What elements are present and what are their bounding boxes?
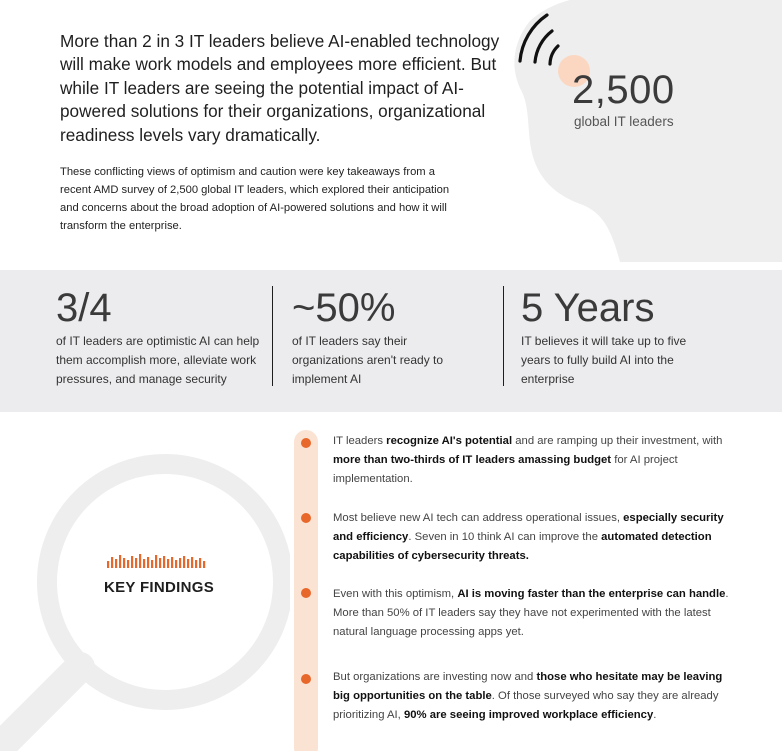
finding-item	[333, 509, 733, 566]
finding-text: But organizations are investing now and	[333, 671, 537, 683]
divider	[272, 286, 273, 386]
stat-value: ~50%	[292, 286, 396, 330]
stat-value: 3/4	[56, 286, 112, 330]
key-findings-title: KEY FINDINGS	[104, 579, 215, 596]
finding-text: .	[653, 709, 657, 721]
finding-text: and are ramping up their investment, with	[512, 435, 723, 447]
survey-size-caption: global IT leaders	[574, 114, 674, 129]
audio-bars-icon	[107, 554, 205, 568]
finding-highlight: automated detection capabilities of cybersecurity threats.	[333, 531, 712, 562]
divider	[503, 286, 504, 386]
survey-size-number: 2,500	[572, 68, 675, 112]
finding-highlight: 90% are seeing improved workplace efficiency	[403, 709, 654, 721]
finding-highlight: AI is moving faster than the enterprise can handle	[457, 588, 726, 600]
finding-text: IT leaders	[333, 435, 387, 447]
finding-item	[333, 585, 733, 642]
stat-timeline	[521, 284, 711, 389]
stat-value: 5 Years	[521, 286, 655, 330]
finding-text: . More than 50% of IT leaders say they have not experimented with the latest natural language processing apps yet.	[333, 588, 729, 638]
stat-description: of IT leaders say their organizations aren't ready to implement AI	[292, 334, 444, 386]
finding-highlight: those who hesitate may be leaving big opportunities on the table	[333, 671, 723, 702]
finding-highlight: especially security and efficiency	[333, 512, 724, 543]
finding-item	[333, 432, 733, 489]
finding-bullet	[301, 438, 311, 448]
intro-paragraph: These conflicting views of optimism and caution were key takeaways from a recent AMD survey of 2,500 global IT leaders, which explored their anticipation and concerns about the broad adoption of AI-powered solutions and how it will transform the enterprise.	[60, 166, 450, 232]
finding-text: Most believe new AI tech can address operational issues,	[333, 512, 624, 524]
finding-text: . Seven in 10 think AI can improve the	[408, 531, 602, 543]
finding-highlight: recognize AI's potential	[386, 435, 513, 447]
finding-text: . Of those surveyed who say they are already prioritizing AI,	[333, 690, 719, 721]
finding-item	[333, 668, 733, 725]
finding-highlight: more than two-thirds of IT leaders amassing budget	[333, 454, 612, 466]
finding-bullet	[301, 513, 311, 523]
stat-readiness	[292, 284, 472, 389]
key-findings-section	[0, 412, 782, 751]
stat-optimism	[56, 284, 266, 389]
lead-paragraph: More than 2 in 3 IT leaders believe AI-enabled technology will make work models and employees more efficient. But while IT leaders are seeing the potential impact of AI-powered solutions for their organizations, organizational readiness levels vary dramatically.	[60, 31, 500, 145]
finding-text: Even with this optimism,	[333, 588, 458, 600]
finding-bullet	[301, 674, 311, 684]
finding-bullet	[301, 588, 311, 598]
stat-description: of IT leaders are optimistic AI can help them accomplish more, alleviate work pressures, and manage security	[56, 334, 260, 386]
intro-section	[0, 0, 782, 262]
finding-text: for AI project implementation.	[333, 454, 678, 485]
stats-band	[0, 270, 782, 412]
stat-description: IT believes it will take up to five years to fully build AI into the enterprise	[521, 334, 687, 386]
